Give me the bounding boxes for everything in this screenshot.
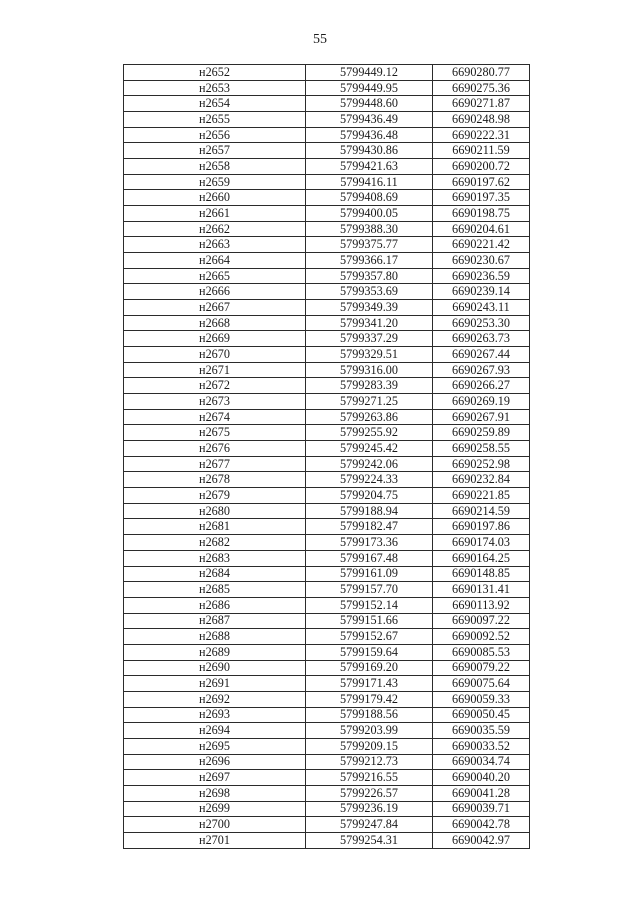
point-id-cell: н2669 bbox=[124, 331, 306, 347]
table-row bbox=[124, 550, 530, 566]
x-coordinate-cell: 5799179.42 bbox=[306, 691, 433, 707]
point-id-cell: н2697 bbox=[124, 770, 306, 786]
table-row bbox=[124, 65, 530, 81]
point-id-cell: н2659 bbox=[124, 174, 306, 190]
x-coordinate-cell: 5799421.63 bbox=[306, 159, 433, 175]
y-coordinate-cell: 6690079.22 bbox=[433, 660, 530, 676]
x-coordinate-cell: 5799448.60 bbox=[306, 96, 433, 112]
y-coordinate-cell: 6690258.55 bbox=[433, 441, 530, 457]
y-coordinate-cell: 6690271.87 bbox=[433, 96, 530, 112]
x-coordinate-cell: 5799400.05 bbox=[306, 206, 433, 222]
y-coordinate-cell: 6690248.98 bbox=[433, 112, 530, 128]
point-id-cell: н2664 bbox=[124, 253, 306, 269]
x-coordinate-cell: 5799245.42 bbox=[306, 441, 433, 457]
x-coordinate-cell: 5799416.11 bbox=[306, 174, 433, 190]
point-id-cell: н2693 bbox=[124, 707, 306, 723]
table-row bbox=[124, 362, 530, 378]
y-coordinate-cell: 6690275.36 bbox=[433, 80, 530, 96]
point-id-cell: н2684 bbox=[124, 566, 306, 582]
point-id-cell: н2661 bbox=[124, 206, 306, 222]
x-coordinate-cell: 5799271.25 bbox=[306, 394, 433, 410]
table-row bbox=[124, 488, 530, 504]
table-row bbox=[124, 785, 530, 801]
y-coordinate-cell: 6690040.20 bbox=[433, 770, 530, 786]
y-coordinate-cell: 6690059.33 bbox=[433, 691, 530, 707]
table-row bbox=[124, 331, 530, 347]
x-coordinate-cell: 5799254.31 bbox=[306, 832, 433, 848]
table-row bbox=[124, 723, 530, 739]
x-coordinate-cell: 5799188.56 bbox=[306, 707, 433, 723]
y-coordinate-cell: 6690200.72 bbox=[433, 159, 530, 175]
table-row bbox=[124, 425, 530, 441]
y-coordinate-cell: 6690198.75 bbox=[433, 206, 530, 222]
point-id-cell: н2657 bbox=[124, 143, 306, 159]
point-id-cell: н2699 bbox=[124, 801, 306, 817]
point-id-cell: н2662 bbox=[124, 221, 306, 237]
table-row bbox=[124, 817, 530, 833]
x-coordinate-cell: 5799375.77 bbox=[306, 237, 433, 253]
x-coordinate-cell: 5799366.17 bbox=[306, 253, 433, 269]
table-row bbox=[124, 206, 530, 222]
table-row bbox=[124, 237, 530, 253]
point-id-cell: н2653 bbox=[124, 80, 306, 96]
y-coordinate-cell: 6690269.19 bbox=[433, 394, 530, 410]
table-row bbox=[124, 566, 530, 582]
y-coordinate-cell: 6690085.53 bbox=[433, 644, 530, 660]
y-coordinate-cell: 6690204.61 bbox=[433, 221, 530, 237]
table-row bbox=[124, 394, 530, 410]
y-coordinate-cell: 6690267.91 bbox=[433, 409, 530, 425]
y-coordinate-cell: 6690075.64 bbox=[433, 676, 530, 692]
table-row bbox=[124, 315, 530, 331]
table-row bbox=[124, 613, 530, 629]
y-coordinate-cell: 6690039.71 bbox=[433, 801, 530, 817]
table-row bbox=[124, 441, 530, 457]
table-row bbox=[124, 96, 530, 112]
x-coordinate-cell: 5799247.84 bbox=[306, 817, 433, 833]
y-coordinate-cell: 6690042.97 bbox=[433, 832, 530, 848]
y-coordinate-cell: 6690174.03 bbox=[433, 535, 530, 551]
point-id-cell: н2682 bbox=[124, 535, 306, 551]
table-row bbox=[124, 644, 530, 660]
y-coordinate-cell: 6690267.44 bbox=[433, 347, 530, 363]
y-coordinate-cell: 6690221.42 bbox=[433, 237, 530, 253]
y-coordinate-cell: 6690050.45 bbox=[433, 707, 530, 723]
x-coordinate-cell: 5799242.06 bbox=[306, 456, 433, 472]
x-coordinate-cell: 5799283.39 bbox=[306, 378, 433, 394]
table-row bbox=[124, 472, 530, 488]
table-row bbox=[124, 519, 530, 535]
table-row bbox=[124, 597, 530, 613]
point-id-cell: н2654 bbox=[124, 96, 306, 112]
point-id-cell: н2679 bbox=[124, 488, 306, 504]
point-id-cell: н2673 bbox=[124, 394, 306, 410]
point-id-cell: н2691 bbox=[124, 676, 306, 692]
page-number: 55 bbox=[313, 32, 327, 47]
x-coordinate-cell: 5799329.51 bbox=[306, 347, 433, 363]
point-id-cell: н2694 bbox=[124, 723, 306, 739]
y-coordinate-cell: 6690221.85 bbox=[433, 488, 530, 504]
y-coordinate-cell: 6690148.85 bbox=[433, 566, 530, 582]
point-id-cell: н2683 bbox=[124, 550, 306, 566]
x-coordinate-cell: 5799216.55 bbox=[306, 770, 433, 786]
point-id-cell: н2655 bbox=[124, 112, 306, 128]
table-row bbox=[124, 190, 530, 206]
y-coordinate-cell: 6690197.35 bbox=[433, 190, 530, 206]
y-coordinate-cell: 6690230.67 bbox=[433, 253, 530, 269]
y-coordinate-cell: 6690266.27 bbox=[433, 378, 530, 394]
y-coordinate-cell: 6690197.86 bbox=[433, 519, 530, 535]
x-coordinate-cell: 5799349.39 bbox=[306, 300, 433, 316]
y-coordinate-cell: 6690259.89 bbox=[433, 425, 530, 441]
point-id-cell: н2658 bbox=[124, 159, 306, 175]
x-coordinate-cell: 5799436.49 bbox=[306, 112, 433, 128]
x-coordinate-cell: 5799209.15 bbox=[306, 738, 433, 754]
point-id-cell: н2680 bbox=[124, 503, 306, 519]
point-id-cell: н2674 bbox=[124, 409, 306, 425]
x-coordinate-cell: 5799436.48 bbox=[306, 127, 433, 143]
x-coordinate-cell: 5799255.92 bbox=[306, 425, 433, 441]
point-id-cell: н2665 bbox=[124, 268, 306, 284]
point-id-cell: н2695 bbox=[124, 738, 306, 754]
x-coordinate-cell: 5799224.33 bbox=[306, 472, 433, 488]
x-coordinate-cell: 5799182.47 bbox=[306, 519, 433, 535]
x-coordinate-cell: 5799226.57 bbox=[306, 785, 433, 801]
table-row bbox=[124, 535, 530, 551]
table-row bbox=[124, 503, 530, 519]
x-coordinate-cell: 5799388.30 bbox=[306, 221, 433, 237]
x-coordinate-cell: 5799263.86 bbox=[306, 409, 433, 425]
x-coordinate-cell: 5799161.09 bbox=[306, 566, 433, 582]
table-row bbox=[124, 660, 530, 676]
x-coordinate-cell: 5799171.43 bbox=[306, 676, 433, 692]
point-id-cell: н2670 bbox=[124, 347, 306, 363]
x-coordinate-cell: 5799408.69 bbox=[306, 190, 433, 206]
point-id-cell: н2698 bbox=[124, 785, 306, 801]
table-row bbox=[124, 80, 530, 96]
x-coordinate-cell: 5799152.67 bbox=[306, 629, 433, 645]
table-row bbox=[124, 253, 530, 269]
y-coordinate-cell: 6690222.31 bbox=[433, 127, 530, 143]
table-row bbox=[124, 112, 530, 128]
table-row bbox=[124, 127, 530, 143]
y-coordinate-cell: 6690267.93 bbox=[433, 362, 530, 378]
table-row bbox=[124, 832, 530, 848]
point-id-cell: н2678 bbox=[124, 472, 306, 488]
point-id-cell: н2672 bbox=[124, 378, 306, 394]
table-row bbox=[124, 456, 530, 472]
x-coordinate-cell: 5799159.64 bbox=[306, 644, 433, 660]
point-id-cell: н2688 bbox=[124, 629, 306, 645]
y-coordinate-cell: 6690232.84 bbox=[433, 472, 530, 488]
table-row bbox=[124, 801, 530, 817]
x-coordinate-cell: 5799204.75 bbox=[306, 488, 433, 504]
point-id-cell: н2656 bbox=[124, 127, 306, 143]
table-row bbox=[124, 738, 530, 754]
table-row bbox=[124, 754, 530, 770]
x-coordinate-cell: 5799152.14 bbox=[306, 597, 433, 613]
x-coordinate-cell: 5799353.69 bbox=[306, 284, 433, 300]
x-coordinate-cell: 5799203.99 bbox=[306, 723, 433, 739]
point-id-cell: н2687 bbox=[124, 613, 306, 629]
x-coordinate-cell: 5799173.36 bbox=[306, 535, 433, 551]
table-row bbox=[124, 159, 530, 175]
y-coordinate-cell: 6690033.52 bbox=[433, 738, 530, 754]
x-coordinate-cell: 5799316.00 bbox=[306, 362, 433, 378]
point-id-cell: н2700 bbox=[124, 817, 306, 833]
table-row bbox=[124, 300, 530, 316]
point-id-cell: н2652 bbox=[124, 65, 306, 81]
table-row bbox=[124, 268, 530, 284]
table-row bbox=[124, 691, 530, 707]
x-coordinate-cell: 5799236.19 bbox=[306, 801, 433, 817]
coordinates-table bbox=[123, 64, 530, 849]
table-row bbox=[124, 284, 530, 300]
y-coordinate-cell: 6690035.59 bbox=[433, 723, 530, 739]
y-coordinate-cell: 6690131.41 bbox=[433, 582, 530, 598]
point-id-cell: н2689 bbox=[124, 644, 306, 660]
x-coordinate-cell: 5799212.73 bbox=[306, 754, 433, 770]
y-coordinate-cell: 6690042.78 bbox=[433, 817, 530, 833]
point-id-cell: н2692 bbox=[124, 691, 306, 707]
x-coordinate-cell: 5799449.12 bbox=[306, 65, 433, 81]
x-coordinate-cell: 5799449.95 bbox=[306, 80, 433, 96]
point-id-cell: н2677 bbox=[124, 456, 306, 472]
table-row bbox=[124, 629, 530, 645]
y-coordinate-cell: 6690164.25 bbox=[433, 550, 530, 566]
table-row bbox=[124, 582, 530, 598]
x-coordinate-cell: 5799167.48 bbox=[306, 550, 433, 566]
point-id-cell: н2696 bbox=[124, 754, 306, 770]
y-coordinate-cell: 6690236.59 bbox=[433, 268, 530, 284]
y-coordinate-cell: 6690252.98 bbox=[433, 456, 530, 472]
point-id-cell: н2685 bbox=[124, 582, 306, 598]
y-coordinate-cell: 6690280.77 bbox=[433, 65, 530, 81]
point-id-cell: н2666 bbox=[124, 284, 306, 300]
point-id-cell: н2660 bbox=[124, 190, 306, 206]
x-coordinate-cell: 5799188.94 bbox=[306, 503, 433, 519]
x-coordinate-cell: 5799341.20 bbox=[306, 315, 433, 331]
table-row bbox=[124, 707, 530, 723]
point-id-cell: н2663 bbox=[124, 237, 306, 253]
point-id-cell: н2668 bbox=[124, 315, 306, 331]
table-row bbox=[124, 770, 530, 786]
point-id-cell: н2686 bbox=[124, 597, 306, 613]
coordinates-table-body bbox=[124, 65, 530, 849]
table-row bbox=[124, 174, 530, 190]
x-coordinate-cell: 5799157.70 bbox=[306, 582, 433, 598]
y-coordinate-cell: 6690092.52 bbox=[433, 629, 530, 645]
y-coordinate-cell: 6690263.73 bbox=[433, 331, 530, 347]
y-coordinate-cell: 6690113.92 bbox=[433, 597, 530, 613]
table-row bbox=[124, 143, 530, 159]
y-coordinate-cell: 6690197.62 bbox=[433, 174, 530, 190]
table-row bbox=[124, 409, 530, 425]
point-id-cell: н2667 bbox=[124, 300, 306, 316]
y-coordinate-cell: 6690097.22 bbox=[433, 613, 530, 629]
y-coordinate-cell: 6690211.59 bbox=[433, 143, 530, 159]
y-coordinate-cell: 6690034.74 bbox=[433, 754, 530, 770]
table-row bbox=[124, 378, 530, 394]
point-id-cell: н2675 bbox=[124, 425, 306, 441]
x-coordinate-cell: 5799151.66 bbox=[306, 613, 433, 629]
point-id-cell: н2690 bbox=[124, 660, 306, 676]
point-id-cell: н2701 bbox=[124, 832, 306, 848]
y-coordinate-cell: 6690041.28 bbox=[433, 785, 530, 801]
y-coordinate-cell: 6690243.11 bbox=[433, 300, 530, 316]
y-coordinate-cell: 6690253.30 bbox=[433, 315, 530, 331]
y-coordinate-cell: 6690214.59 bbox=[433, 503, 530, 519]
x-coordinate-cell: 5799337.29 bbox=[306, 331, 433, 347]
x-coordinate-cell: 5799169.20 bbox=[306, 660, 433, 676]
point-id-cell: н2681 bbox=[124, 519, 306, 535]
table-row bbox=[124, 221, 530, 237]
point-id-cell: н2676 bbox=[124, 441, 306, 457]
x-coordinate-cell: 5799430.86 bbox=[306, 143, 433, 159]
table-row bbox=[124, 676, 530, 692]
point-id-cell: н2671 bbox=[124, 362, 306, 378]
x-coordinate-cell: 5799357.80 bbox=[306, 268, 433, 284]
y-coordinate-cell: 6690239.14 bbox=[433, 284, 530, 300]
table-row bbox=[124, 347, 530, 363]
